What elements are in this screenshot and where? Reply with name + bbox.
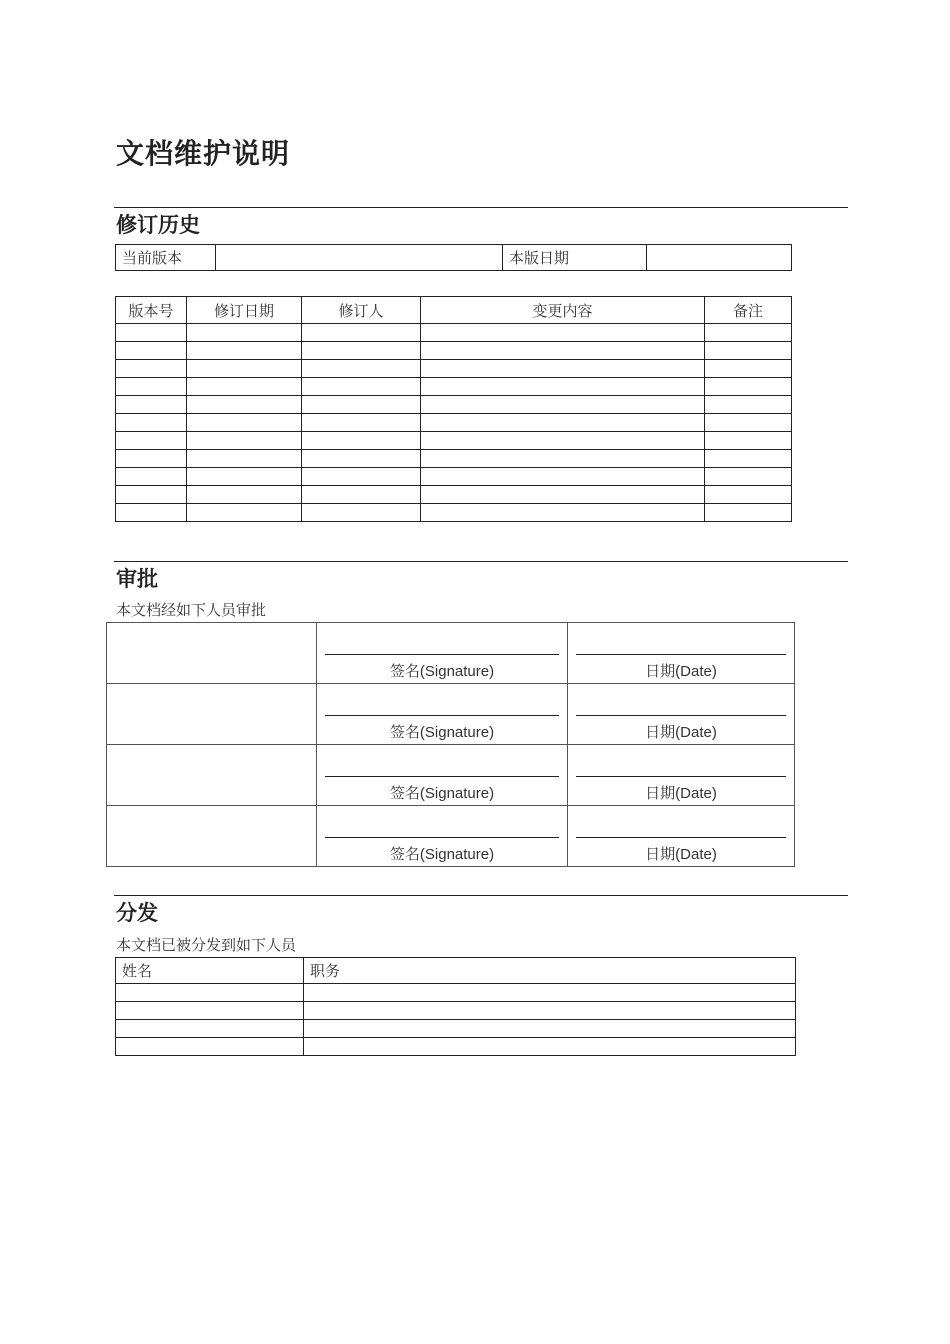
section-divider-approval: [114, 561, 848, 562]
revision-cell[interactable]: [302, 324, 421, 342]
revision-cell[interactable]: [187, 450, 302, 468]
signature-label: 签名(Signature): [389, 663, 495, 680]
signature-cell[interactable]: [317, 806, 568, 867]
column-header-position: 职务: [304, 958, 796, 984]
approval-table: [106, 622, 795, 867]
revision-cell[interactable]: [187, 342, 302, 360]
revision-cell[interactable]: [705, 360, 792, 378]
revision-cell[interactable]: [116, 432, 187, 450]
revision-cell[interactable]: [116, 396, 187, 414]
revision-cell[interactable]: [187, 468, 302, 486]
recipient-name-cell[interactable]: [116, 1020, 304, 1038]
revision-cell[interactable]: [421, 486, 705, 504]
date-label: 日期(Date): [645, 663, 717, 680]
date-label: 日期(Date): [645, 846, 717, 863]
revision-cell[interactable]: [116, 486, 187, 504]
approver-name-cell[interactable]: [107, 623, 317, 684]
revision-cell[interactable]: [116, 504, 187, 522]
revision-cell[interactable]: [705, 414, 792, 432]
distribution-table: [115, 957, 796, 1056]
revision-cell[interactable]: [302, 504, 421, 522]
revision-cell[interactable]: [187, 486, 302, 504]
revision-cell[interactable]: [705, 432, 792, 450]
revision-cell[interactable]: [302, 360, 421, 378]
revision-cell[interactable]: [302, 432, 421, 450]
revision-cell[interactable]: [302, 486, 421, 504]
revision-cell[interactable]: [302, 342, 421, 360]
revision-row: [116, 396, 792, 414]
distribution-intro: 本文档已被分发到如下人员: [116, 936, 297, 954]
revision-cell[interactable]: [421, 414, 705, 432]
date-cell[interactable]: [568, 806, 795, 867]
distribution-row: [116, 984, 796, 1002]
current-version-value[interactable]: [216, 245, 503, 271]
revision-cell[interactable]: [187, 396, 302, 414]
page-title: 文档维护说明: [116, 137, 291, 170]
revision-cell[interactable]: [116, 450, 187, 468]
version-date-label: 本版日期: [503, 245, 647, 271]
date-line: [576, 776, 786, 777]
revision-row: [116, 468, 792, 486]
date-line: [576, 715, 786, 716]
column-header-reviser: 修订人: [302, 297, 421, 324]
approver-name-cell[interactable]: [107, 684, 317, 745]
revision-row: [116, 414, 792, 432]
recipient-name-cell[interactable]: [116, 1038, 304, 1056]
revision-cell[interactable]: [705, 504, 792, 522]
date-label: 日期(Date): [645, 724, 717, 741]
revision-row: [116, 360, 792, 378]
section-divider-revision: [114, 207, 848, 208]
revision-row: [116, 432, 792, 450]
revision-cell[interactable]: [421, 396, 705, 414]
revision-cell[interactable]: [705, 378, 792, 396]
signature-cell[interactable]: [317, 623, 568, 684]
approval-row: [107, 745, 795, 806]
distribution-header-row: [116, 958, 796, 984]
section-divider-distribution: [114, 895, 848, 896]
recipient-name-cell[interactable]: [116, 984, 304, 1002]
signature-line: [325, 654, 559, 655]
signature-line: [325, 715, 559, 716]
revision-cell[interactable]: [421, 504, 705, 522]
revision-cell[interactable]: [116, 468, 187, 486]
revision-cell[interactable]: [116, 414, 187, 432]
revision-cell[interactable]: [421, 360, 705, 378]
approval-row: [107, 623, 795, 684]
revision-cell[interactable]: [421, 378, 705, 396]
distribution-heading: 分发: [116, 901, 158, 925]
revision-cell[interactable]: [421, 324, 705, 342]
revision-cell[interactable]: [187, 360, 302, 378]
revision-cell[interactable]: [302, 468, 421, 486]
revision-cell[interactable]: [302, 396, 421, 414]
date-line: [576, 654, 786, 655]
date-cell[interactable]: [568, 623, 795, 684]
column-header-changes: 变更内容: [421, 297, 705, 324]
revision-cell[interactable]: [116, 324, 187, 342]
revision-cell[interactable]: [187, 324, 302, 342]
recipient-position-cell[interactable]: [304, 984, 796, 1002]
signature-line: [325, 837, 559, 838]
column-header-name: 姓名: [116, 958, 304, 984]
revision-cell[interactable]: [116, 342, 187, 360]
revision-cell[interactable]: [421, 342, 705, 360]
revision-cell[interactable]: [421, 468, 705, 486]
signature-label: 签名(Signature): [389, 785, 495, 802]
date-cell[interactable]: [568, 684, 795, 745]
date-label: 日期(Date): [645, 785, 717, 802]
signature-cell[interactable]: [317, 684, 568, 745]
approver-name-cell[interactable]: [107, 745, 317, 806]
column-header-date: 修订日期: [187, 297, 302, 324]
revision-cell[interactable]: [116, 378, 187, 396]
revision-cell[interactable]: [421, 450, 705, 468]
distribution-row: [116, 1002, 796, 1020]
approval-row: [107, 684, 795, 745]
date-line: [576, 837, 786, 838]
recipient-position-cell[interactable]: [304, 1002, 796, 1020]
revision-heading: 修订历史: [116, 213, 200, 237]
column-header-version: 版本号: [116, 297, 187, 324]
signature-cell[interactable]: [317, 745, 568, 806]
revision-cell[interactable]: [187, 504, 302, 522]
revision-cell[interactable]: [705, 450, 792, 468]
approval-heading: 审批: [116, 567, 158, 591]
revision-cell[interactable]: [116, 360, 187, 378]
revision-cell[interactable]: [302, 378, 421, 396]
signature-label: 签名(Signature): [389, 846, 495, 863]
approver-name-cell[interactable]: [107, 806, 317, 867]
recipient-name-cell[interactable]: [116, 1002, 304, 1020]
revision-cell[interactable]: [187, 432, 302, 450]
revision-row: [116, 342, 792, 360]
revision-cell[interactable]: [705, 342, 792, 360]
revision-row: [116, 504, 792, 522]
current-version-label: 当前版本: [116, 245, 216, 271]
revision-history-table: [115, 296, 792, 522]
revision-row: [116, 486, 792, 504]
version-date-value[interactable]: [647, 245, 792, 271]
revision-header-row: [116, 297, 792, 324]
revision-row: [116, 378, 792, 396]
revision-cell[interactable]: [705, 324, 792, 342]
revision-cell[interactable]: [302, 450, 421, 468]
approval-row: [107, 806, 795, 867]
revision-cell[interactable]: [421, 432, 705, 450]
revision-cell[interactable]: [302, 414, 421, 432]
signature-line: [325, 776, 559, 777]
revision-cell[interactable]: [705, 468, 792, 486]
recipient-position-cell[interactable]: [304, 1038, 796, 1056]
current-version-table: [115, 244, 792, 271]
revision-row: [116, 324, 792, 342]
column-header-notes: 备注: [705, 297, 792, 324]
approval-intro: 本文档经如下人员审批: [116, 601, 267, 619]
revision-cell[interactable]: [705, 486, 792, 504]
revision-cell[interactable]: [187, 414, 302, 432]
revision-cell[interactable]: [705, 396, 792, 414]
recipient-position-cell[interactable]: [304, 1020, 796, 1038]
distribution-row: [116, 1038, 796, 1056]
revision-cell[interactable]: [187, 378, 302, 396]
signature-label: 签名(Signature): [389, 724, 495, 741]
revision-row: [116, 450, 792, 468]
date-cell[interactable]: [568, 745, 795, 806]
distribution-row: [116, 1020, 796, 1038]
